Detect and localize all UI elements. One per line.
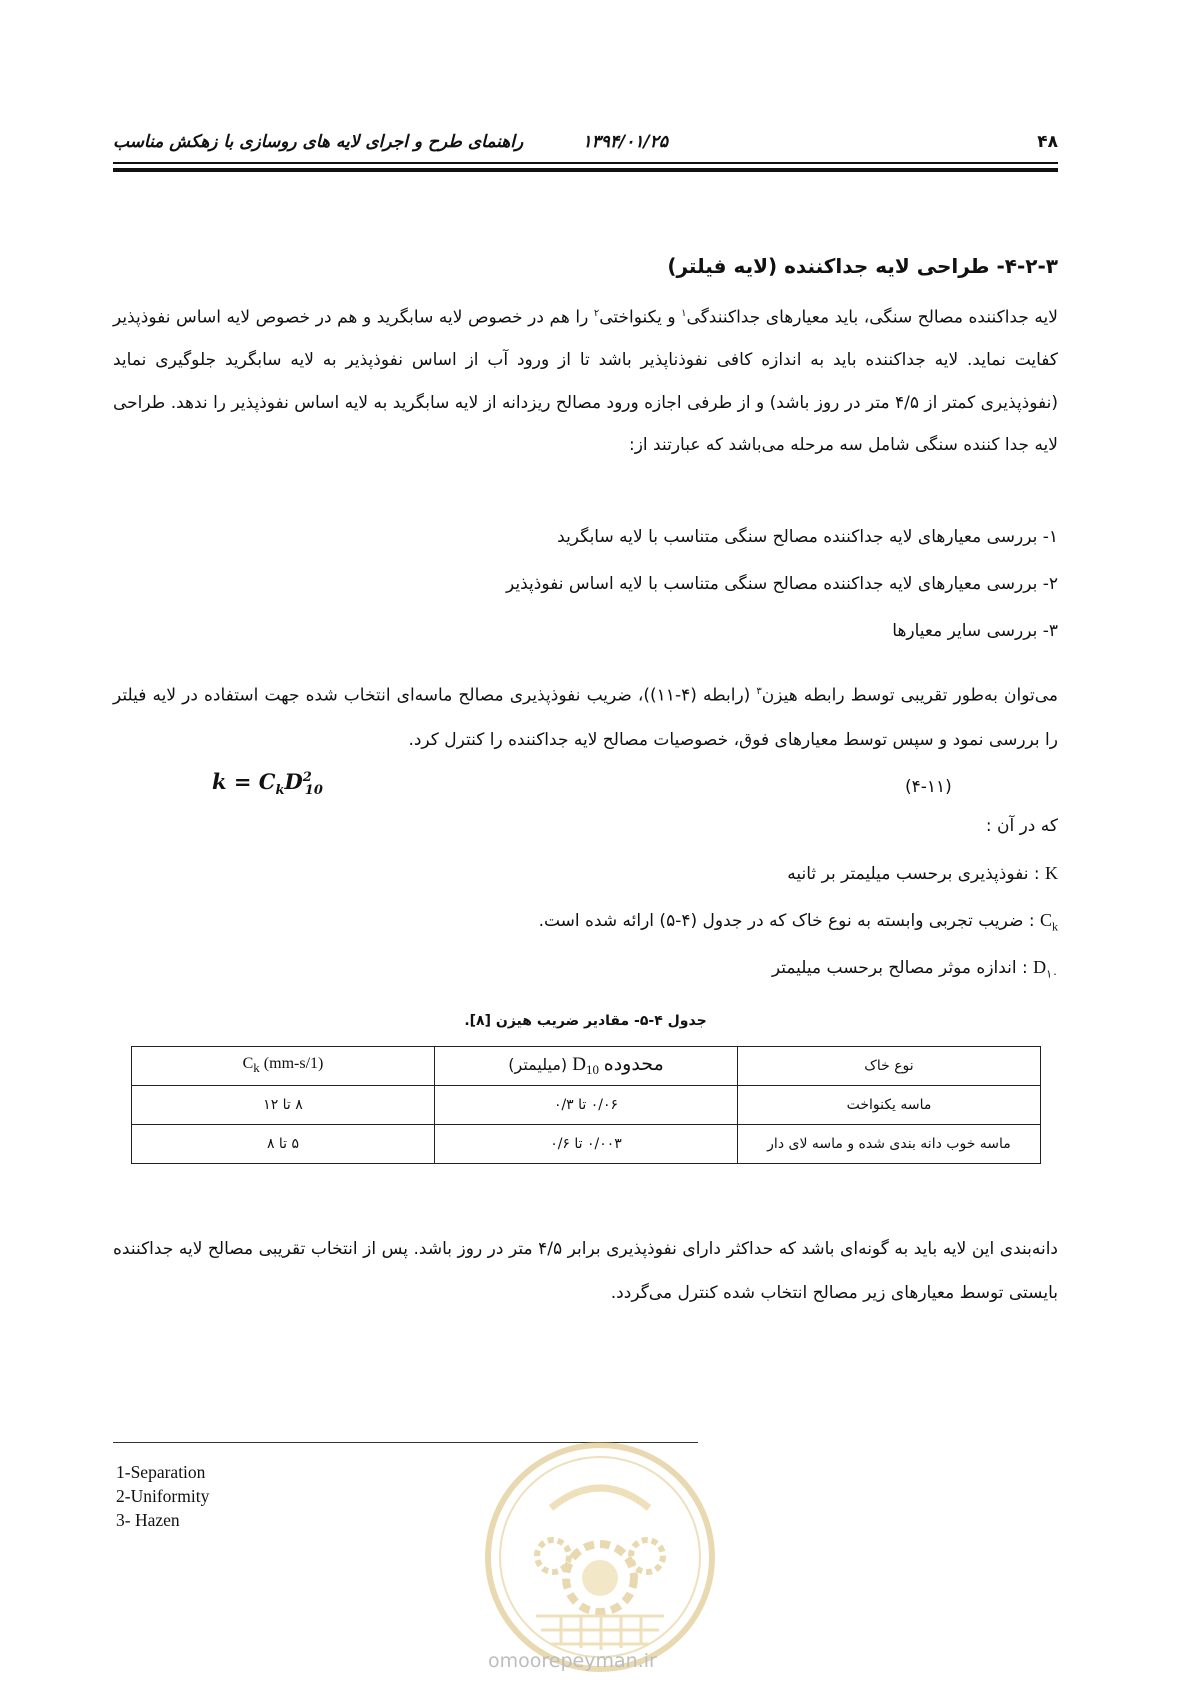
table-row: [132, 1086, 1041, 1125]
definition-item: $D_{۱۰}$ : اندازه موثر مصالح برحسب میلیمتر: [771, 957, 1058, 981]
table-cell: ۰/۰۰۳ تا ۰/۶: [435, 1125, 738, 1164]
hazen-coefficient-table: [131, 1046, 1041, 1164]
footnote-item: 1-Separation: [116, 1462, 206, 1482]
definition-item: K : نفوذپذیری برحسب میلیمتر بر ثانیه: [787, 863, 1058, 884]
list-item: ۲- بررسی معیارهای لایه جداکننده مصالح سنگی متناسب با لایه اساس نفوذپذیر: [505, 574, 1058, 594]
column-header-d10-range: محدوده $D_{10}$ (میلیمتر): [435, 1047, 738, 1086]
table-cell: ماسه خوب دانه بندی شده و ماسه لای دار: [738, 1125, 1041, 1164]
footnote-ref-2: ۲: [593, 308, 600, 319]
page-number: ۴۸: [1037, 132, 1058, 152]
equation-number: (۴-۱۱): [905, 777, 952, 797]
header-date: ۱۳۹۴/۰۱/۲۵: [582, 132, 668, 152]
hazen-formula: $k = C_kD^2_{10}$: [212, 769, 323, 799]
header-rule-thick: [113, 168, 1058, 172]
watermark-seal-icon: [481, 1438, 719, 1676]
where-label: که در آن :: [985, 816, 1058, 836]
table-header-row: [132, 1047, 1041, 1086]
paragraph-gradation: دانه‌بندی این لایه باید به گونه‌ای باشد که حداکثر دارای نفوذپذیری برابر ۴/۵ متر در روز باشد. پس از انتخاب تقریبی مصالح لایه جداکننده بایستی توسط معیارهای زیر مصالح انتخاب شده کنترل می‌گردد.: [113, 1239, 1058, 1303]
footnote-ref-1: ۱: [681, 308, 687, 319]
table-cell: ماسه یکنواخت: [738, 1086, 1041, 1125]
footnote-item: 3- Hazen: [116, 1510, 180, 1530]
steps-list: [158, 527, 1058, 668]
table-row: [132, 1125, 1041, 1164]
header-title: راهنمای طرح و اجرای لایه های روسازی با زهکش مناسب: [113, 132, 524, 152]
list-item: ۱- بررسی معیارهای لایه جداکننده مصالح سنگی متناسب با لایه سابگرید: [557, 527, 1058, 547]
column-header-soil-type: نوع خاک: [738, 1047, 1041, 1086]
paragraph-hazen: می‌توان به‌طور تقریبی توسط رابطه هیزن$^۳$ (رابطه (۴-۱۱))، ضریب نفوذپذیری مصالح ماسه‌ای انتخاب شده جهت استفاده در لایه فیلتر را بررسی نمود و سپس توسط معیارهای فوق، خصوصیات مصالح لایه جداکننده را کنترل کرد.: [113, 685, 1059, 750]
footnote-ref-3: ۳: [756, 686, 762, 697]
table-cell: ۵ تا ۸: [132, 1125, 435, 1164]
paragraph-intro: لایه جداکننده مصالح سنگی، باید معیارهای جداکنندگی$^۱$ و یکنواختی$^۲$ را هم در خصوص لایه سابگرید و هم در خصوص لایه اساس نفوذپذیر کفایت نماید. لایه جداکننده باید به اندازه کافی نفوذناپذیر باشد تا از ورود آب از اساس نفوذپذیر به لایه سابگرید جلوگیری نماید (نفوذپذیری کمتر از ۴/۵ متر در روز باشد) و از طرفی اجازه ورود مصالح ریزدانه از لایه سابگرید به لایه اساس نفوذپذیر را ندهد. طراحی لایه جدا کننده سنگی شامل سه مرحله می‌باشد که عبارتند از:: [113, 307, 1058, 456]
footnote-item: 2-Uniformity: [116, 1486, 210, 1506]
list-item: ۳- بررسی سایر معیارها: [892, 621, 1058, 641]
column-header-ck: (1/mm-s) $C_k$: [132, 1047, 435, 1086]
definition-item: $C_k$ : ضریب تجربی وابسته به نوع خاک که در جدول (۴-۵) ارائه شده است.: [538, 910, 1058, 934]
header-rule-thin: [113, 162, 1058, 164]
variable-definitions: [158, 816, 1058, 1004]
table-caption: جدول ۴-۵- مقادیر ضریب هیزن [۸].: [464, 1013, 707, 1029]
table-cell: ۸ تا ۱۲: [132, 1086, 435, 1125]
section-heading: ۴-۲-۳- طراحی لایه جداکننده (لایه فیلتر): [667, 254, 1058, 278]
watermark-text: omoorepeyman.ir: [488, 1650, 657, 1672]
table-cell: ۰/۰۶ تا ۰/۳: [435, 1086, 738, 1125]
footnotes: [116, 1460, 209, 1532]
